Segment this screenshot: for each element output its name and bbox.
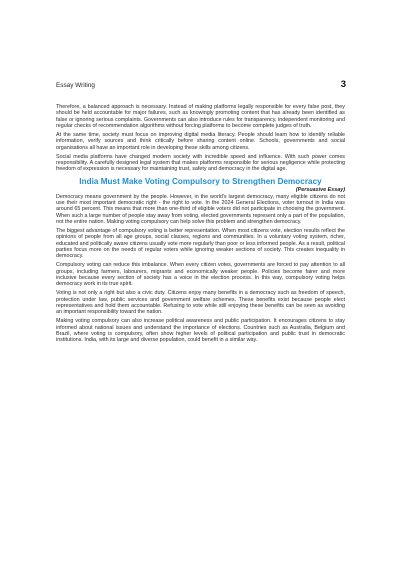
paragraph: Democracy means government by the people. However, in the world's largest democracy, many eligible citizens do not use their most important democratic right - the right to vote. In the 2024 General Elections, voter turnout in India was around 65 percent. This means that more than one-third of eligible voters did not participate in choosing the government. When such a large number of people stay away from voting, elected governments represent only a part of the population, not the entire nation. Making voting compulsory can help solve this problem and strengthen democracy. [56, 193, 345, 225]
essay-title: India Must Make Voting Compulsory to Strengthen Democracy [79, 176, 322, 186]
page-number: 3 [340, 79, 346, 90]
paragraph: Compulsory voting can reduce this imbalance. When every citizen votes, governments are forced to pay attention to all groups, including farmers, labourers, migrants and economically weaker people. Policies become fairer and more inclusive because every section of society has a voice in the election process. In this way, compulsory voting helps democracy work in its true spirit. [56, 262, 345, 288]
paragraph: Social media platforms have changed modern society with incredible speed and influence. With such power comes responsibility. A carefully designed legal system that makes platforms responsible for serious negligence while protecting freedom of expression is necessary for maintaining trust, safety and democracy in the digital age. [56, 153, 345, 173]
paragraph: At the same time, society must focus on improving digital media literacy. People should learn how to identify reliable information, verify sources and think critically before sharing content online. Schools, governments and social organisations all have an important role in developing these skills among citizens. [56, 131, 345, 151]
page-header [56, 79, 346, 96]
page-content [56, 104, 345, 346]
paragraph: Making voting compulsory can also increase political awareness and public participation. It encourages citizens to stay informed about national issues and understand the importance of elections. Countries such as Australia, Belgium and Brazil, where voting is compulsory, often show higher levels of political participation and public trust in democratic institutions. India, with its large and diverse population, could benefit in a similar way. [56, 318, 345, 344]
paragraph: The biggest advantage of compulsory voting is better representation. When most citizens vote, election results reflect the opinions of people from all age groups, social classes, regions and communities. In a voluntary voting system, richer, educated and politically aware citizens usually vote more regularly than poor or less informed people. As a result, political parties focus more on the needs of regular voters while ignoring weaker sections of society. This creates inequality in democracy. [56, 227, 345, 260]
running-title: Essay Writing [56, 82, 95, 89]
essay-subtitle: (Persuasive Essay) [295, 186, 345, 193]
paragraph: Voting is not only a right but also a civic duty. Citizens enjoy many benefits in a democracy such as freedom of speech, protection under law, public services and government welfare schemes. These benefits exist because people elect representatives and hold them accountable. Refusing to vote while still enjoying these benefits can be seen as avoiding an important responsibility toward the nation. [56, 290, 345, 316]
paragraph: Therefore, a balanced approach is necessary. Instead of making platforms legally responsible for every false post, they should be held accountable for major failures, such as knowingly promoting content that has already been identified as false or ignoring serious complaints. Governments can also introduce rules for transparency, independent monitoring and regular checks of recommendation algorithms without forcing platforms to become complete judges of truth. [56, 104, 345, 130]
